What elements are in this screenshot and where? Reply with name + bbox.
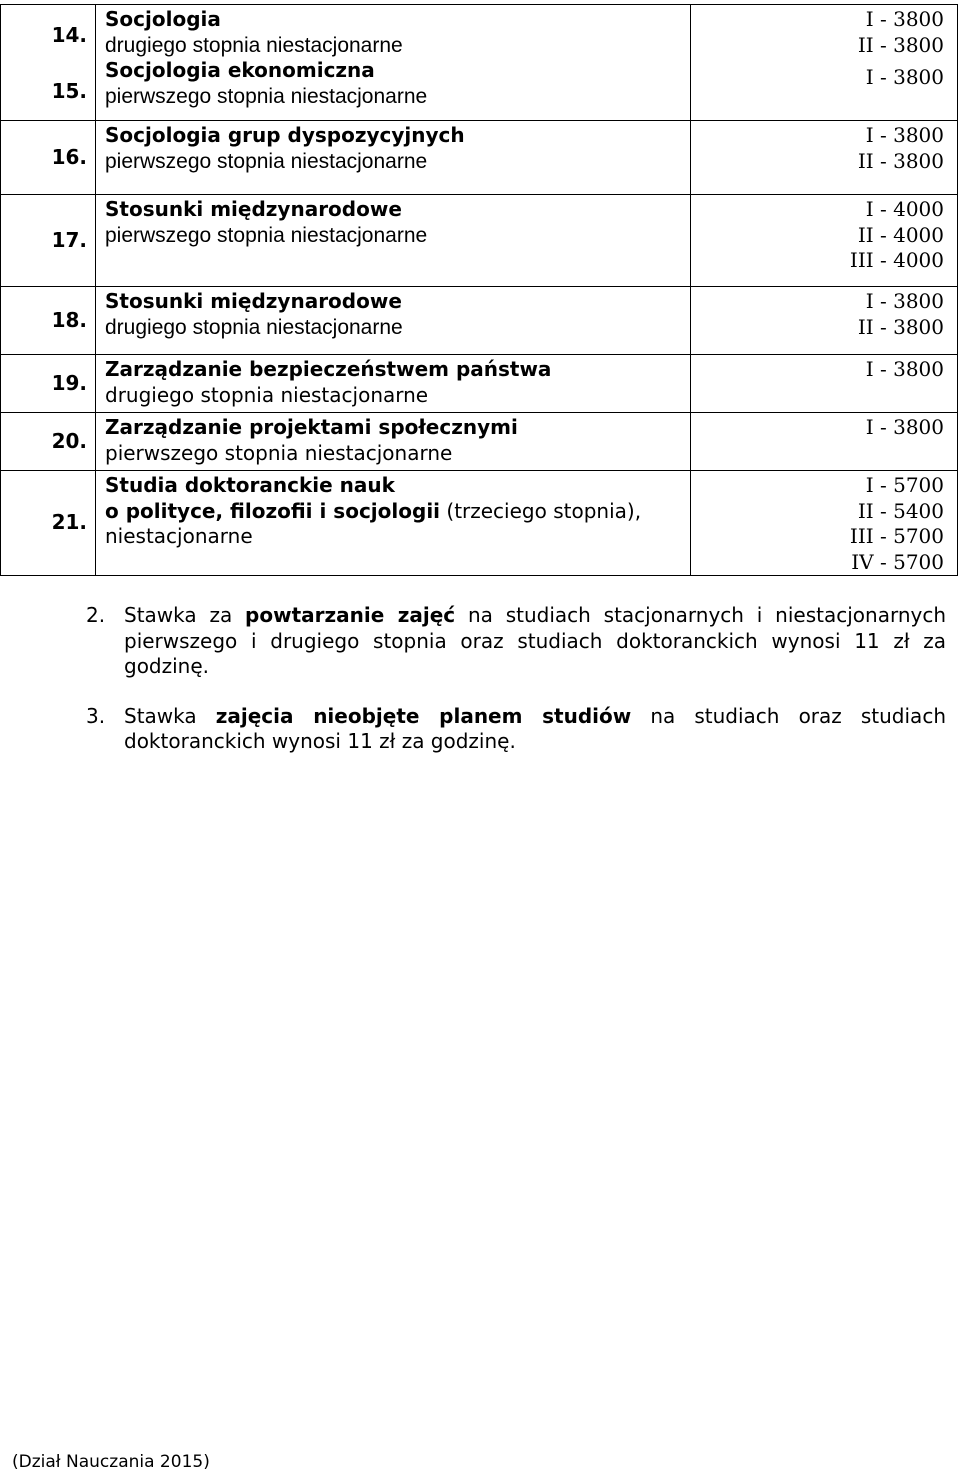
program-mode: pierwszego stopnia niestacjonarne xyxy=(105,223,428,247)
program-name: Socjologia grup dyspozycyjnych xyxy=(105,123,465,147)
fee-cell xyxy=(691,5,958,121)
program-cell xyxy=(96,121,691,195)
table-row xyxy=(1,355,958,413)
fee-amount: III - 5700 xyxy=(849,524,944,548)
fee-amount: II - 3800 xyxy=(857,148,944,173)
fee-amount: II - 4000 xyxy=(857,222,944,247)
fee-cell xyxy=(691,287,958,355)
fee-cell xyxy=(691,195,958,287)
row-number-label: 21. xyxy=(51,510,87,535)
fee-amount: I - 3800 xyxy=(865,289,944,313)
table-row xyxy=(1,195,958,287)
note-item xyxy=(86,603,946,680)
row-number-label: 15. xyxy=(51,78,87,103)
fee-amount: I - 3800 xyxy=(865,123,944,147)
note-fragment: Stawka za xyxy=(124,603,246,627)
fee-amount: II - 3800 xyxy=(857,314,944,339)
program-cell xyxy=(96,287,691,355)
program-mode: pierwszego stopnia niestacjonarne xyxy=(105,84,428,108)
fee-cell xyxy=(691,355,958,413)
program-mode: drugiego stopnia niestacjonarne xyxy=(105,33,403,57)
program-entry xyxy=(105,123,690,174)
note-fragment: na studiach oraz studiach doktoranckich wynosi 11 zł za godzinę. xyxy=(124,703,946,753)
fee-amount: I - 3800 xyxy=(865,65,944,89)
fee-amount: II - 3800 xyxy=(857,32,944,57)
row-number xyxy=(1,355,96,413)
fee-amount: I - 3800 xyxy=(865,357,944,381)
program-mode: pierwszego stopnia niestacjonarne xyxy=(105,440,453,465)
program-name: Zarządzanie projektami społecznymi xyxy=(105,415,518,439)
fee-group xyxy=(691,123,944,174)
fee-group xyxy=(691,415,944,441)
program-entry xyxy=(105,197,690,248)
note-text xyxy=(124,704,946,755)
program-mode: pierwszego stopnia niestacjonarne xyxy=(105,149,428,173)
table-row xyxy=(1,471,958,576)
row-number-label: 17. xyxy=(51,227,87,252)
fee-amount: I - 4000 xyxy=(865,197,944,221)
fee-amount: I - 3800 xyxy=(865,7,944,31)
fee-cell xyxy=(691,121,958,195)
fee-group xyxy=(691,473,944,575)
program-mode: drugiego stopnia niestacjonarne xyxy=(105,315,403,339)
program-name: Stosunki międzynarodowe xyxy=(105,197,402,221)
program-level-note: (trzeciego stopnia), xyxy=(440,498,642,523)
fee-group xyxy=(691,357,944,383)
program-name-cont: o polityce, filozofii i socjologii xyxy=(105,498,441,523)
fee-group xyxy=(691,7,944,65)
fee-cell xyxy=(691,471,958,576)
program-name: Socjologia xyxy=(105,7,221,31)
note-fragment: na studiach stacjonarnych i niestacjonarnych pierwszego i drugiego stopnia oraz studiach doktoranckich wynosi 11 zł za godzinę. xyxy=(124,603,946,678)
row-number xyxy=(1,471,96,576)
program-name: Zarządzanie bezpieczeństwem państwa xyxy=(105,357,552,381)
program-entry xyxy=(105,289,690,340)
program-name: Studia doktoranckie nauk xyxy=(105,473,395,497)
fee-group xyxy=(691,65,944,91)
note-fragment: Stawka xyxy=(124,703,216,728)
row-number xyxy=(1,121,96,195)
fee-amount: I - 3800 xyxy=(865,415,944,439)
program-entry xyxy=(105,415,690,466)
program-cell xyxy=(96,471,691,576)
program-cell xyxy=(96,195,691,287)
program-entry xyxy=(105,473,690,550)
note-number: 3. xyxy=(86,703,106,728)
row-number-label: 18. xyxy=(51,307,87,332)
note-emphasis: zajęcia nieobjęte planem studiów xyxy=(215,703,632,728)
fee-group xyxy=(691,289,944,340)
program-name: Socjologia ekonomiczna xyxy=(105,58,375,82)
program-entry xyxy=(105,58,690,109)
program-cell xyxy=(96,355,691,413)
table-row xyxy=(1,121,958,195)
fee-amount: I - 5700 xyxy=(865,473,944,497)
table-row xyxy=(1,287,958,355)
notes-section xyxy=(86,603,946,779)
program-mode: niestacjonarne xyxy=(105,524,253,548)
note-item xyxy=(86,704,946,755)
program-entry xyxy=(105,7,690,58)
row-number xyxy=(1,287,96,355)
program-entry xyxy=(105,357,690,408)
row-number xyxy=(1,5,96,121)
row-number xyxy=(1,413,96,471)
program-name: Stosunki międzynarodowe xyxy=(105,289,402,313)
row-number-label: 19. xyxy=(51,370,87,395)
row-number-label: 20. xyxy=(51,428,87,453)
row-number xyxy=(1,195,96,287)
table-row xyxy=(1,413,958,471)
note-text xyxy=(124,603,946,680)
program-mode: drugiego stopnia niestacjonarne xyxy=(105,382,429,407)
fee-cell xyxy=(691,413,958,471)
fee-amount: IV - 5700 xyxy=(851,549,944,574)
fee-amount: II - 5400 xyxy=(857,498,944,523)
program-cell xyxy=(96,5,691,121)
footer-note: (Dział Nauczania 2015) xyxy=(12,1452,210,1472)
note-number: 2. xyxy=(86,603,106,627)
fee-table xyxy=(0,4,958,576)
row-number-label: 14. xyxy=(51,22,87,47)
row-number-label: 16. xyxy=(51,144,87,169)
program-cell xyxy=(96,413,691,471)
fee-amount: III - 4000 xyxy=(849,248,944,272)
table-row xyxy=(1,5,958,121)
fee-group xyxy=(691,197,944,274)
note-emphasis: powtarzanie zajęć xyxy=(245,603,456,627)
